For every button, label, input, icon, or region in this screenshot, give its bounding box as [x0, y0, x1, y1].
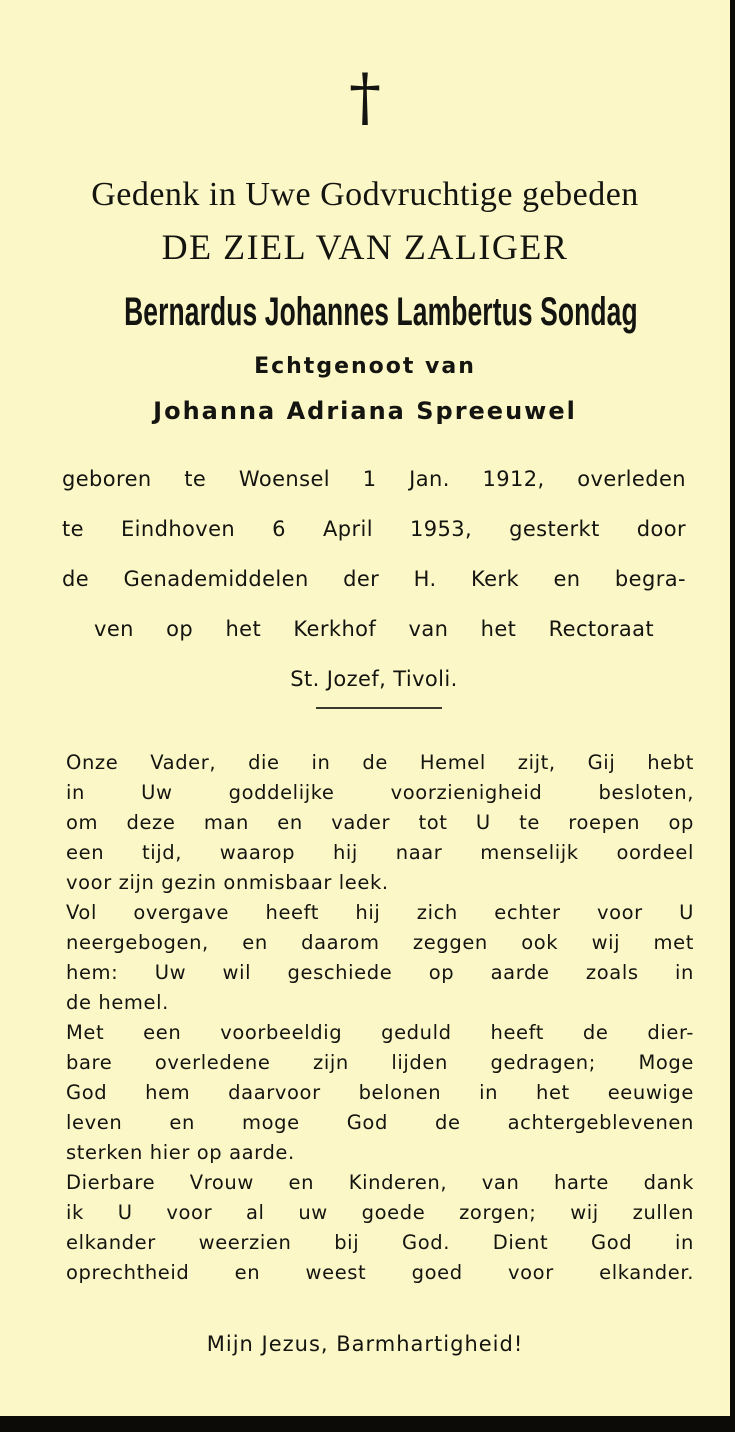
spouse-name: Johanna Adriana Spreeuwel — [153, 397, 577, 425]
prayer-line: elkander weerzien bij God. Dient God in — [66, 1231, 694, 1254]
bio-line: geboren te Woensel 1 Jan. 1912, overleden — [62, 467, 686, 491]
bio-line: de Genademiddelen der H. Kerk en begra- — [62, 567, 686, 591]
prayer-line: Vol overgave heeft hij zich echter voor U — [66, 901, 694, 924]
prayer-line: oprechtheid en weest goed voor elkander. — [66, 1261, 694, 1284]
prayer-line: een tijd, waarop hij naar menselijk oordeel — [66, 841, 694, 864]
cross-icon: † — [349, 61, 381, 135]
prayer-line: sterken hier op aarde. — [66, 1141, 295, 1164]
prayer-line: God hem daarvoor belonen in het eeuwige — [66, 1081, 694, 1104]
scan-edge-right — [730, 0, 735, 1432]
prayer-line: leven en moge God de achtergeblevenen — [66, 1111, 694, 1134]
prayer-text — [66, 748, 694, 1288]
subtitle: DE ZIEL VAN ZALIGER — [161, 227, 569, 267]
prayer-line: bare overledene zijn lijden gedragen; Moge — [66, 1051, 694, 1074]
prayer-line: Dierbare Vrouw en Kinderen, van harte dank — [66, 1171, 694, 1194]
biography — [62, 454, 686, 704]
prayer-line: in Uw goddelijke voorzienigheid besloten, — [66, 781, 694, 804]
divider — [316, 707, 442, 709]
prayer-line: Met een voorbeeldig geduld heeft de dier- — [66, 1021, 694, 1044]
prayer-line: hem: Uw wil geschiede op aarde zoals in — [66, 961, 694, 984]
scan-edge-bottom — [0, 1416, 735, 1432]
prayer-line: ik U voor al uw goede zorgen; wij zullen — [66, 1201, 694, 1224]
bio-line: St. Jozef, Tivoli. — [290, 667, 458, 691]
prayer-line: neergebogen, en daarom zeggen ook wij met — [66, 931, 694, 954]
prayer-line: om deze man en vader tot U te roepen op — [66, 811, 694, 834]
prayer-line: de hemel. — [66, 991, 169, 1014]
closing-invocation: Mijn Jezus, Barmhartigheid! — [206, 1332, 524, 1356]
prayer-line: Onze Vader, die in de Hemel zijt, Gij hebt — [66, 751, 694, 774]
intro-line: Gedenk in Uwe Godvruchtige gebeden — [91, 176, 639, 213]
bio-line: ven op het Kerkhof van het Rectoraat — [94, 617, 654, 641]
prayer-line: voor zijn gezin onmisbaar leek. — [66, 871, 389, 894]
deceased-name: Bernardus Johannes Lambertus Sondag — [124, 290, 638, 334]
spouse-label: Echtgenoot van — [254, 354, 476, 379]
bio-line: te Eindhoven 6 April 1953, gesterkt door — [62, 517, 686, 541]
